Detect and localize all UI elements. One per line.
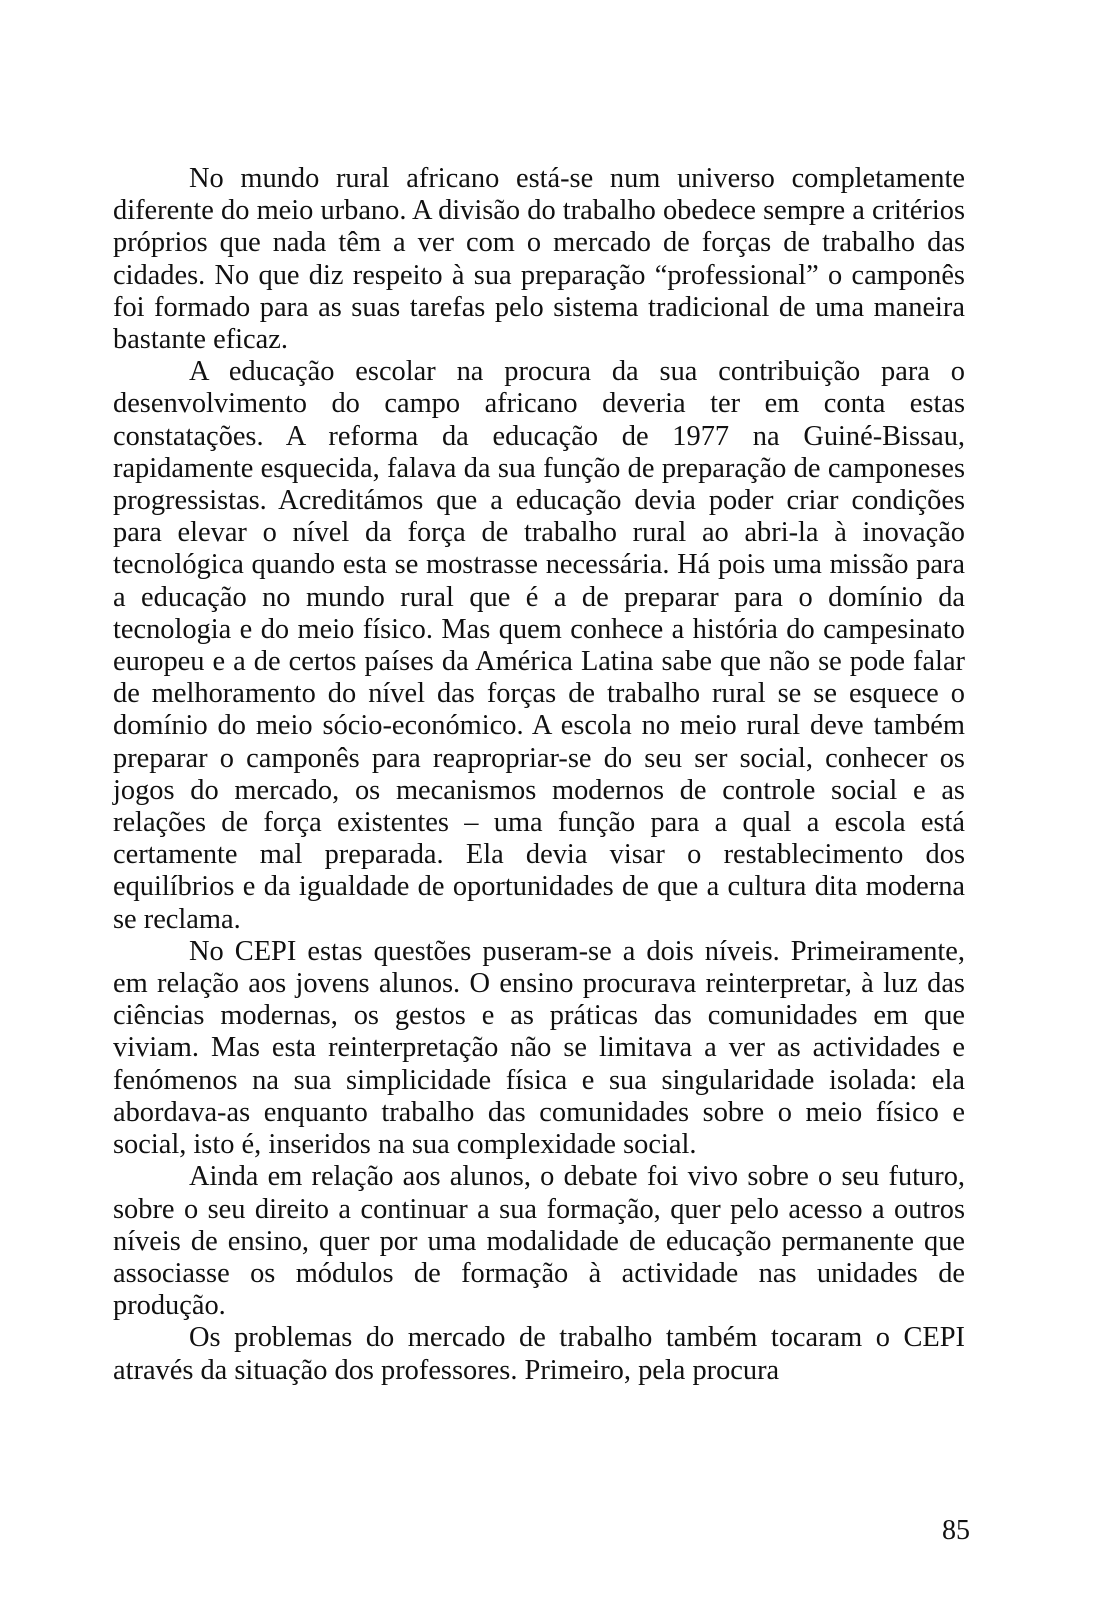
- paragraph-labour-market: Os problemas do mercado de trabalho também tocaram o CEPI através da situação dos professores. Primeiro, pela procura: [113, 1322, 965, 1386]
- paragraph-school-education: A educação escolar na procura da sua contribuição para o desenvolvimento do campo africano deveria ter em conta estas constatações. A reforma da educação de 1977 na Guiné-Bissau, rapidamente esquecida, falava da sua função de preparação de camponeses progressistas. Acreditámos que a educação devia poder criar condições para elevar o nível da força de trabalho rural ao abri-la à inovação tecnológica quando esta se mostrasse necessária. Há pois uma missão para a educação no mundo rural que é a de preparar para o domínio da tecnologia e do meio físico. Mas quem conhece a história do campesinato europeu e a de certos países da América Latina sabe que não se pode falar de melhoramento do nível das forças de trabalho rural se se esquece o domínio do meio sócio-económico. A escola no meio rural deve também preparar o camponês para reapropriar-se do seu ser social, conhecer os jogos do mercado, os mecanismos modernos de controle social e as relações de força existentes – uma função para a qual a escola está certamente mal preparada. Ela devia visar o restablecimento dos equilíbrios e da igualdade de oportunidades de que a cultura dita moderna se reclama.: [113, 356, 965, 935]
- page-number: 85: [942, 1515, 970, 1546]
- paragraph-cepi-levels: No CEPI estas questões puseram-se a dois níveis. Primeiramente, em relação aos jovens alunos. O ensino procurava reinterpretar, à luz das ciências modernas, os gestos e as práticas das comunidades em que viviam. Mas esta reinterpretação não se limitava a ver as actividades e fenómenos na sua simplicidade física e sua singularidade isolada: ela abordava-as enquanto trabalho das comunidades sobre o meio físico e social, isto é, inseridos na sua complexidade social.: [113, 935, 965, 1161]
- paragraph-rural-world: No mundo rural africano está-se num universo completamente diferente do meio urbano. A divisão do trabalho obedece sempre a critérios próprios que nada têm a ver com o mercado de forças de trabalho das cidades. No que diz respeito à sua preparação “professional” o camponês foi formado para as suas tarefas pelo sistema tradicional de uma maneira bastante eficaz.: [113, 163, 965, 356]
- paragraph-students-future: Ainda em relação aos alunos, o debate foi vivo sobre o seu futuro, sobre o seu direito a continuar a sua formação, quer pelo acesso a outros níveis de ensino, quer por uma modalidade de educação permanente que associasse os módulos de formação à actividade nas unidades de produção.: [113, 1161, 965, 1322]
- body-text: [113, 163, 965, 1387]
